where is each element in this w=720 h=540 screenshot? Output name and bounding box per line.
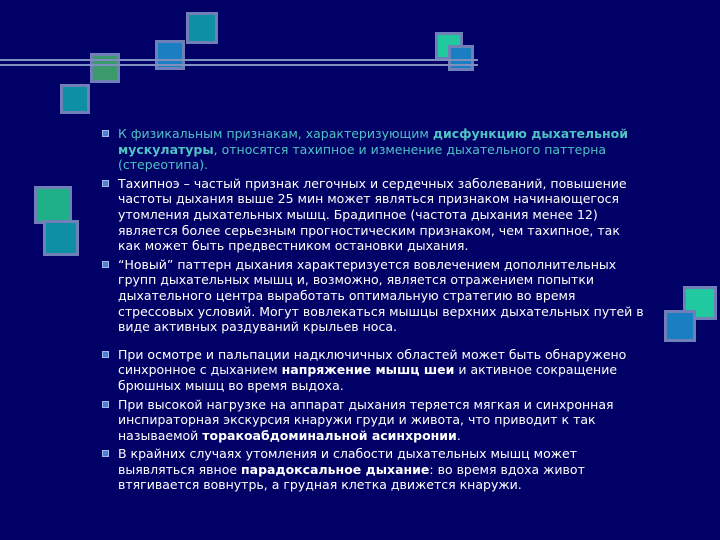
decor-square: [448, 45, 474, 71]
bullet-marker: [102, 351, 109, 358]
bullet-item: [104, 397, 644, 444]
bold-term: дисфункцию дыхательной мускулатуры: [118, 126, 628, 157]
text-run: : во время вдоха живот втягивается вовнутрь, а грудная клетка движется кнаружи.: [118, 461, 585, 493]
bold-term: напряжение мышц шеи: [281, 362, 455, 378]
decor-line: [0, 64, 478, 66]
bullet-item: [104, 257, 644, 335]
decor-square: [90, 53, 120, 83]
text-run: “Новый” паттерн дыхания характеризуется вовлечением дополнительных групп дыхательных мышц и, возможно, является отражением попытки дыхательного центра выработать оптимальную стратегию во время стрессовых условий. Могут вовлекаться мышцы верхних дыхательных путей в виде активных раздуваний крыльев носа.: [118, 256, 644, 335]
text-run: .: [456, 427, 461, 443]
bullet-marker: [102, 180, 109, 187]
text-run: В крайних случаях утомления и слабости дыхательных мышц может выявляться явное: [118, 446, 577, 477]
bullet-item: [104, 176, 644, 254]
bullet-item: [104, 347, 644, 394]
bullet-item: [104, 446, 644, 493]
text-run: При осмотре и пальпации надключичных областей может быть обнаружено синхронное с дыханием: [118, 346, 627, 378]
decor-square: [34, 186, 72, 224]
decor-square: [186, 12, 218, 44]
bold-term: парадоксальное дыхание: [241, 461, 430, 477]
text-run: К физикальным признакам, характеризующим: [118, 126, 433, 141]
text-run: , относятся тахипное и изменение дыхательного паттерна (стереотипа).: [118, 141, 607, 173]
bullet-marker: [102, 261, 109, 268]
text-run: При высокой нагрузке на аппарат дыхания теряется мягкая и синхронная инспираторная экскурсия кнаружи груди и живота, что приводит к так называемой: [118, 396, 614, 443]
decor-square: [664, 310, 696, 342]
text-run: и активное сокращение брюшных мышц во время выдоха.: [118, 362, 618, 393]
bullet-marker: [102, 450, 109, 457]
bold-term: торакоабдоминальной асинхронии: [202, 427, 457, 443]
bullet-marker: [102, 130, 109, 137]
text-run: Тахипноэ – частый признак легочных и сердечных заболеваний, повышение частоты дыхания выше 25 мин может являться признаком начинающегося утомления дыхательных мышц. Брадипное (частота дыхания менее 12) является более серьезным прогностическим признаком, чем тахипное, так как может быть предвестником остановки дыхания.: [118, 175, 627, 254]
decor-square: [60, 84, 90, 114]
bullet-item: [104, 126, 644, 173]
decor-square: [43, 220, 79, 256]
bullet-marker: [102, 401, 109, 408]
slide-body: [104, 126, 644, 496]
decor-line: [0, 59, 478, 61]
